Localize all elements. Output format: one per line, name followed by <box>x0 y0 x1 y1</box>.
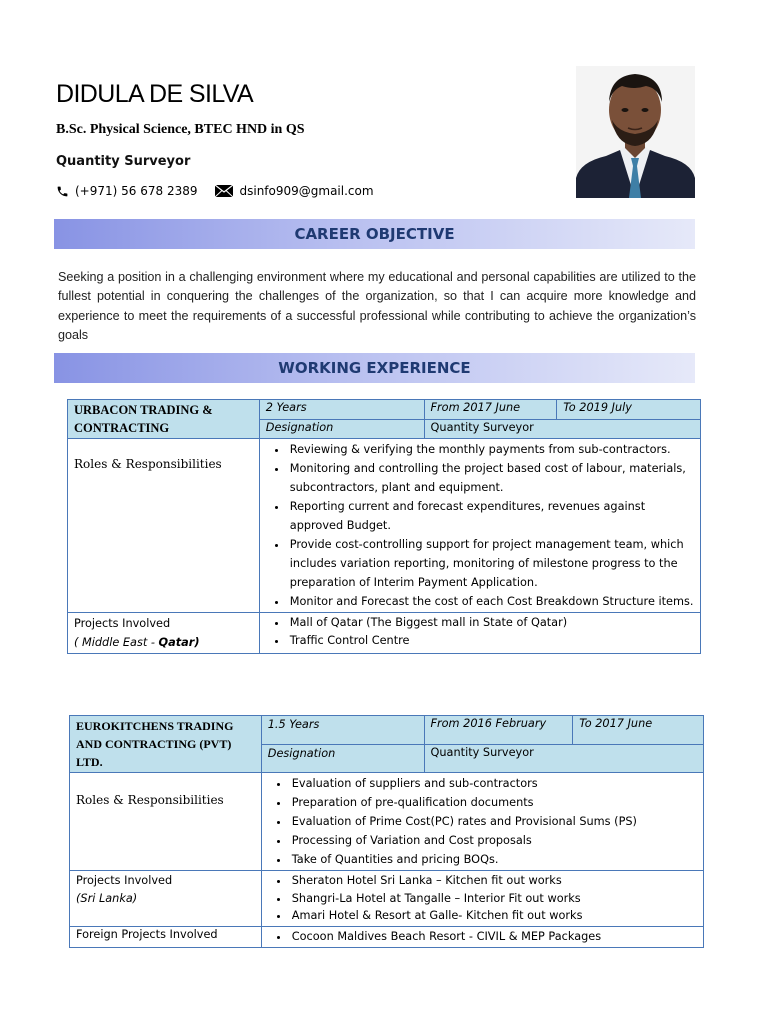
job-table-urbacon <box>67 399 701 654</box>
phone-number[interactable]: (+971) 56 678 2389 <box>75 184 198 198</box>
job-header-row <box>70 716 704 745</box>
designation-label: Designation <box>261 744 424 773</box>
job-table-eurokitchens <box>69 715 704 948</box>
designation-label: Designation <box>259 419 424 439</box>
profile-photo <box>576 66 695 198</box>
list-item: • Reporting current and forecast expenditures, revenues against approved Budget. <box>288 497 694 535</box>
contact-line <box>56 184 374 198</box>
job-title: Quantity Surveyor <box>56 154 191 169</box>
roles-label: Roles & Responsibilities <box>70 773 262 871</box>
duration: 1.5 Years <box>261 716 424 745</box>
list-item: • Take of Quantities and pricing BOQs. <box>290 850 697 869</box>
list-item: • Cocoon Maldives Beach Resort - CIVIL & MEP Packages <box>290 928 697 946</box>
list-item: • Provide cost-controlling support for project management team, which includes variation reporting, monitoring of milestone progress to the preparation of Interim Payment Application. <box>288 535 694 592</box>
list-item: • Processing of Variation and Cost proposals <box>290 831 697 850</box>
phone-icon <box>56 185 69 198</box>
foreign-projects-row <box>70 926 704 947</box>
projects-label: Projects Involved <box>74 617 171 630</box>
foreign-projects-label: Foreign Projects Involved <box>70 926 262 947</box>
list-item: • Evaluation of suppliers and sub-contractors <box>290 774 697 793</box>
list-item: • Mall of Qatar (The Biggest mall in State of Qatar) <box>288 614 694 632</box>
designation-value: Quantity Surveyor <box>424 744 704 773</box>
designation-value: Quantity Surveyor <box>424 419 700 439</box>
list-item: • Preparation of pre-qualification documents <box>290 793 697 812</box>
projects-location: ( Middle East - Qatar) <box>74 636 200 649</box>
candidate-name: DIDULA DE SILVA <box>56 80 254 108</box>
roles-label: Roles & Responsibilities <box>68 439 260 613</box>
company-name: EUROKITCHENS TRADING AND CONTRACTING (PVT) LTD. <box>70 716 262 773</box>
date-to: To 2017 June <box>573 716 704 745</box>
projects-row <box>70 871 704 927</box>
roles-list <box>268 774 697 869</box>
list-item: • Reviewing & verifying the monthly payments from sub-contractors. <box>288 440 694 459</box>
duration: 2 Years <box>259 400 424 420</box>
list-item: • Amari Hotel & Resort at Galle- Kitchen fit out works <box>290 907 697 925</box>
section-title: WORKING EXPERIENCE <box>278 359 471 377</box>
section-title: CAREER OBJECTIVE <box>294 225 455 243</box>
objective-text: Seeking a position in a challenging environment where my educational and personal capabilities are utilized to the fullest potential in conquering the challenges of the organization, so that I can acquire more knowledge and experience to meet the requirements of a successful professional while contributing to achieve the organization’s goals <box>58 270 696 343</box>
date-from: From 2016 February <box>424 716 573 745</box>
projects-label: Projects Involved <box>76 874 173 887</box>
roles-list <box>266 440 694 611</box>
list-item: • Monitor and Forecast the cost of each Cost Breakdown Structure items. <box>288 592 694 611</box>
list-item: • Sheraton Hotel Sri Lanka – Kitchen fit out works <box>290 872 697 890</box>
date-from: From 2017 June <box>424 400 557 420</box>
section-working-experience <box>54 353 695 383</box>
projects-list <box>268 872 697 925</box>
list-item: • Shangri-La Hotel at Tangalle – Interior Fit out works <box>290 890 697 908</box>
list-item: • Monitoring and controlling the project based cost of labour, materials, subcontractors, plant and equipment. <box>288 459 694 497</box>
foreign-projects-list <box>268 928 697 946</box>
roles-row <box>68 439 701 613</box>
roles-row <box>70 773 704 871</box>
projects-list <box>266 614 694 649</box>
degree-line: B.Sc. Physical Science, BTEC HND in QS <box>56 122 305 137</box>
company-name: URBACON TRADING & CONTRACTING <box>68 400 260 439</box>
list-item: • Evaluation of Prime Cost(PC) rates and Provisional Sums (PS) <box>290 812 697 831</box>
email-address[interactable]: dsinfo909@gmail.com <box>239 184 374 198</box>
projects-row <box>68 613 701 654</box>
date-to: To 2019 July <box>557 400 701 420</box>
list-item: • Traffic Control Centre <box>288 632 694 650</box>
envelope-icon <box>215 185 233 197</box>
projects-location: (Sri Lanka) <box>76 892 138 905</box>
job-header-row <box>68 400 701 420</box>
section-career-objective <box>54 219 695 249</box>
